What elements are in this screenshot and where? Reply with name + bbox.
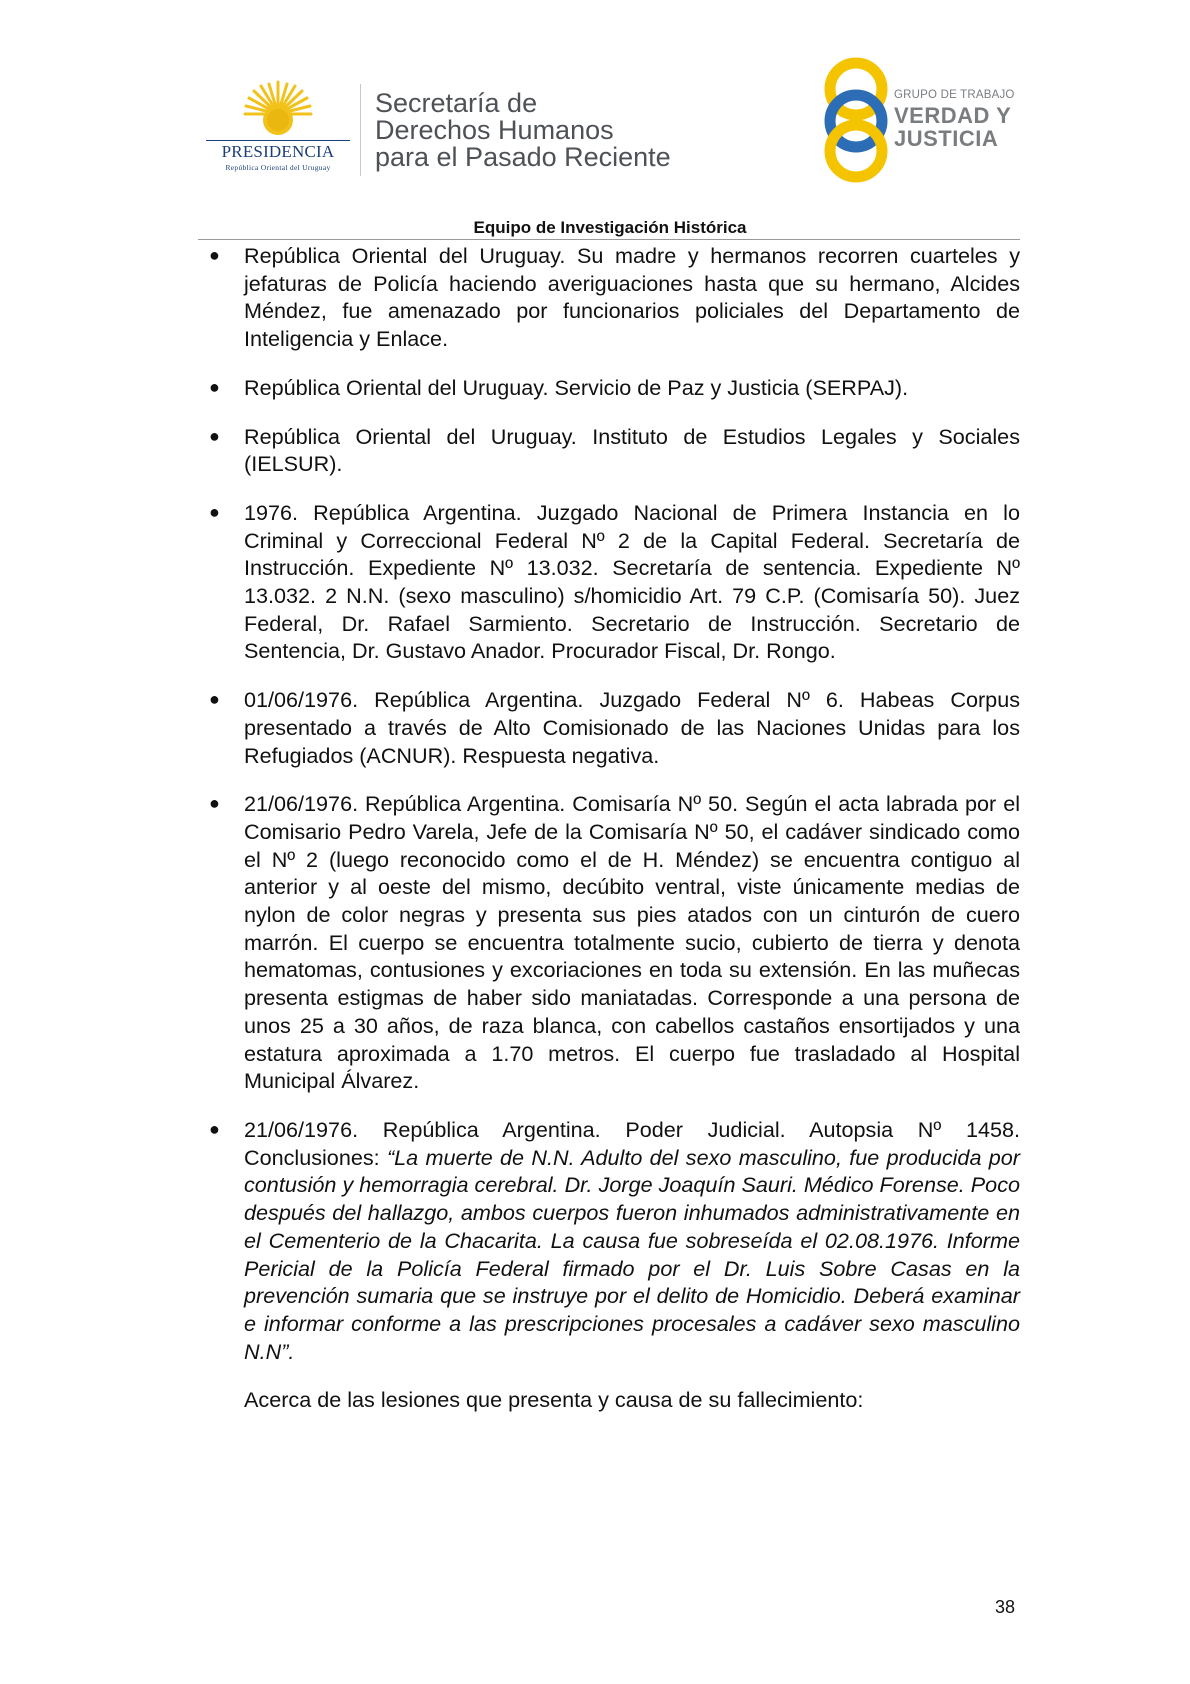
list-item-text: 21/06/1976. República Argentina. Comisaría Nº 50. Según el acta labrada por el Comisario Pedro Varela, Jefe de la Comisaría Nº 50, el cadáver sindicado como el Nº 2 (luego reconocido como el de H. Méndez) se encuentra contiguo al anterior y al oeste del mismo, decúbito ventral, viste únicamente medias de nylon de color negras y presenta sus pies atados con un cinturón de cuero marrón. El cuerpo se encuentra totalmente sucio, cubierto de tierra y denota hematomas, contusiones y excoriaciones en toda su extensión. En las muñecas presenta estigmas de haber sido maniatadas. Corresponde a una persona de unos 25 a 30 años, de raza blanca, con cabellos castaños ensortijados y una estatura aproximada a 1.70 metros. El cuerpo fue trasladado al Hospital Municipal Álvarez. (244, 791, 1020, 1094)
list-item-text: República Oriental del Uruguay. Instituto de Estudios Legales y Sociales (IELSUR). (244, 423, 1020, 477)
sun-icon (243, 80, 313, 142)
grupo-line2: VERDAD Y (894, 103, 1012, 128)
bullet-icon: ● (209, 501, 220, 522)
bullet-icon: ● (209, 245, 220, 265)
rings-icon (820, 55, 892, 183)
list-item (208, 374, 1020, 402)
bullet-list (208, 242, 1020, 1365)
autopsy-quote: “La muerte de N.N. Adulto del sexo masculino, fue producida por contusión y hemorragia cerebral. Dr. Jorge Joaquín Sauri. Médico Forense. Poco después del hallazgo, ambos cuerpos fueron inhumados administrativamente en el Cementerio de la Chacarita. La causa fue sobreseída el 02.08.1976. Informe Pericial de la Policía Federal firmado por el Dr. Luis Sobre Casas en la prevención sumaria que se instruye por el delito de Homicidio. Deberá examinar e informar conforme a las prescripciones procesales a cadáver sexo masculino N.N”. (244, 1144, 1020, 1364)
bullet-icon: ● (209, 425, 220, 446)
presidencia-subtitle: República Oriental del Uruguay (225, 163, 331, 172)
closing-paragraph: Acerca de las lesiones que presenta y causa de su fallecimiento: (244, 1387, 864, 1413)
presidencia-name: PRESIDENCIA (221, 142, 335, 161)
page-number: 38 (995, 1597, 1016, 1617)
secretaria-line1: Secretaría de (375, 88, 538, 118)
list-item-text: República Oriental del Uruguay. Servicio de Paz y Justicia (SERPAJ). (244, 374, 909, 400)
list-item-autopsy (208, 1116, 1020, 1365)
document-body (208, 242, 1020, 1414)
autopsy-prefix: 21/06/1976. República Argentina. Poder Judicial. Autopsia Nº 1458. Conclusiones: (244, 1116, 1020, 1170)
secretaria-line3: para el Pasado Reciente (375, 142, 671, 172)
list-item (208, 790, 1020, 1095)
team-heading: Equipo de Investigación Histórica (473, 218, 747, 237)
list-item (208, 499, 1020, 665)
header-rule (198, 239, 1020, 240)
list-item (208, 423, 1020, 478)
secretaria-title (375, 90, 671, 171)
list-item-text: 1976. República Argentina. Juzgado Nacional de Primera Instancia en lo Criminal y Correccional Federal Nº 2 de la Capital Federal. Secretaría de Instrucción. Expediente Nº 13.032. Secretaría de sentencia. Expediente Nº 13.032. 2 N.N. (sexo masculino) s/homicidio Art. 79 C.P. (Comisaría 50). Juez Federal, Dr. Rafael Sarmiento. Secretario de Instrucción. Secretario de Sentencia, Dr. Gustavo Anador. Procurador Fiscal, Dr. Rongo. (244, 499, 1020, 664)
header-divider (360, 84, 361, 176)
grupo-line3: JUSTICIA (894, 126, 999, 151)
grupo-line1: GRUPO DE TRABAJO (894, 89, 1015, 101)
secretaria-line2: Derechos Humanos (375, 115, 614, 145)
bullet-icon: ● (209, 793, 220, 814)
list-item (208, 242, 1020, 353)
bullet-icon: ● (209, 1118, 220, 1139)
list-item-text: 01/06/1976. República Argentina. Juzgado Federal Nº 6. Habeas Corpus presentado a través de Alto Comisionado de las Naciones Unidas para los Refugiados (ACNUR). Respuesta negativa. (244, 687, 1020, 768)
presidencia-logo (198, 80, 358, 180)
bullet-icon: ● (209, 376, 220, 397)
bullet-icon: ● (209, 689, 220, 710)
grupo-trabajo-logo (820, 55, 1030, 185)
list-item-text: República Oriental del Uruguay. Su madre y hermanos recorren cuarteles y jefaturas de Policía haciendo averiguaciones hasta que su hermano, Alcides Méndez, fue amenazado por funcionarios policiales del Departamento de Inteligencia y Enlace. (244, 243, 1020, 352)
list-item (208, 686, 1020, 769)
